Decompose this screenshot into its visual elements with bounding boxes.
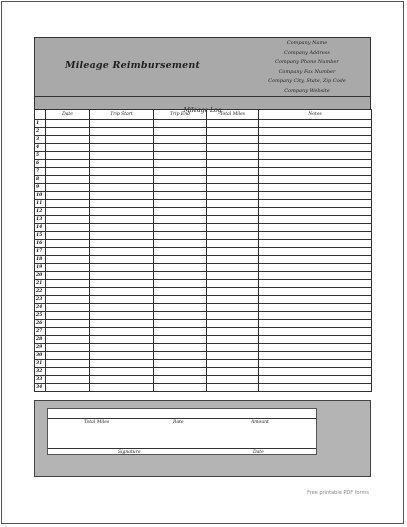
trip-start-cell[interactable] xyxy=(90,192,154,200)
table-row xyxy=(35,312,372,320)
total-miles-cell[interactable] xyxy=(207,152,259,160)
trip-end-cell[interactable] xyxy=(154,176,207,184)
table-row xyxy=(35,376,372,384)
date-cell[interactable] xyxy=(46,368,90,376)
date-cell[interactable] xyxy=(46,120,90,128)
row-number: 19 xyxy=(35,264,46,272)
date-cell[interactable] xyxy=(46,216,90,224)
date-cell[interactable] xyxy=(46,344,90,352)
table-row xyxy=(35,320,372,328)
trip-start-cell[interactable] xyxy=(90,256,154,264)
total-miles-cell[interactable] xyxy=(207,128,259,136)
trip-start-cell[interactable] xyxy=(90,384,154,392)
trip-end-cell[interactable] xyxy=(154,280,207,288)
total-miles-cell[interactable] xyxy=(207,360,259,368)
trip-end-cell[interactable] xyxy=(154,312,207,320)
company-phone: Company Phone Number xyxy=(275,59,339,66)
notes-cell[interactable] xyxy=(259,176,372,184)
mileage-log-table xyxy=(34,109,372,392)
table-row xyxy=(35,208,372,216)
total-miles-cell[interactable] xyxy=(207,328,259,336)
table-row xyxy=(35,128,372,136)
row-number: 13 xyxy=(35,216,46,224)
notes-cell[interactable] xyxy=(259,232,372,240)
trip-end-cell[interactable] xyxy=(154,152,207,160)
trip-start-cell[interactable] xyxy=(90,296,154,304)
footer-note: Free printable PDF forms xyxy=(307,490,369,496)
table-row xyxy=(35,152,372,160)
date-cell[interactable] xyxy=(46,184,90,192)
table-row xyxy=(35,224,372,232)
table-row xyxy=(35,240,372,248)
trip-end-cell[interactable] xyxy=(154,224,207,232)
date-cell[interactable] xyxy=(46,144,90,152)
trip-end-cell[interactable] xyxy=(154,160,207,168)
total-miles-cell[interactable] xyxy=(207,232,259,240)
date-cell[interactable] xyxy=(46,320,90,328)
total-miles-cell[interactable] xyxy=(207,168,259,176)
notes-cell[interactable] xyxy=(259,384,372,392)
row-number: 17 xyxy=(35,248,46,256)
trip-start-cell[interactable] xyxy=(90,320,154,328)
total-miles-cell[interactable] xyxy=(207,344,259,352)
row-number: 32 xyxy=(35,368,46,376)
table-row xyxy=(35,360,372,368)
row-number: 4 xyxy=(35,144,46,152)
column-header-trip-end: Trip End xyxy=(154,110,207,120)
notes-cell[interactable] xyxy=(259,280,372,288)
total-line xyxy=(48,418,316,419)
trip-end-cell[interactable] xyxy=(154,344,207,352)
trip-end-cell[interactable] xyxy=(154,192,207,200)
table-row xyxy=(35,280,372,288)
row-number: 8 xyxy=(35,176,46,184)
trip-start-cell[interactable] xyxy=(90,288,154,296)
row-number: 25 xyxy=(35,312,46,320)
form-header xyxy=(34,37,371,97)
table-row xyxy=(35,296,372,304)
total-miles-cell[interactable] xyxy=(207,160,259,168)
notes-cell[interactable] xyxy=(259,216,372,224)
trip-end-cell[interactable] xyxy=(154,336,207,344)
notes-cell[interactable] xyxy=(259,320,372,328)
total-miles-cell[interactable] xyxy=(207,224,259,232)
notes-cell[interactable] xyxy=(259,368,372,376)
date-cell[interactable] xyxy=(46,280,90,288)
date-cell[interactable] xyxy=(46,208,90,216)
table-row xyxy=(35,288,372,296)
trip-start-cell[interactable] xyxy=(90,160,154,168)
row-number: 6 xyxy=(35,160,46,168)
date-cell[interactable] xyxy=(46,304,90,312)
notes-cell[interactable] xyxy=(259,200,372,208)
date-cell[interactable] xyxy=(46,152,90,160)
total-miles-cell[interactable] xyxy=(207,280,259,288)
notes-cell[interactable] xyxy=(259,240,372,248)
trip-end-cell[interactable] xyxy=(154,120,207,128)
date-cell[interactable] xyxy=(46,128,90,136)
row-number-header xyxy=(35,110,46,120)
trip-end-cell[interactable] xyxy=(154,256,207,264)
notes-cell[interactable] xyxy=(259,360,372,368)
total-miles-cell[interactable] xyxy=(207,136,259,144)
notes-cell[interactable] xyxy=(259,248,372,256)
table-row xyxy=(35,144,372,152)
table-row xyxy=(35,248,372,256)
trip-start-cell[interactable] xyxy=(90,208,154,216)
row-number: 23 xyxy=(35,296,46,304)
trip-start-cell[interactable] xyxy=(90,168,154,176)
trip-end-cell[interactable] xyxy=(154,288,207,296)
table-row xyxy=(35,168,372,176)
signature-box xyxy=(47,408,317,455)
row-number: 22 xyxy=(35,288,46,296)
notes-cell[interactable] xyxy=(259,208,372,216)
notes-cell[interactable] xyxy=(259,136,372,144)
trip-start-cell[interactable] xyxy=(90,304,154,312)
row-number: 30 xyxy=(35,352,46,360)
total-miles-cell[interactable] xyxy=(207,208,259,216)
notes-cell[interactable] xyxy=(259,288,372,296)
trip-start-cell[interactable] xyxy=(90,144,154,152)
total-miles-cell[interactable] xyxy=(207,368,259,376)
total-miles-cell[interactable] xyxy=(207,320,259,328)
table-row xyxy=(35,192,372,200)
trip-end-cell[interactable] xyxy=(154,368,207,376)
row-number: 1 xyxy=(35,120,46,128)
total-miles-cell[interactable] xyxy=(207,312,259,320)
company-name: Company Name xyxy=(286,40,328,46)
date-cell[interactable] xyxy=(46,352,90,360)
row-number: 3 xyxy=(35,136,46,144)
notes-cell[interactable] xyxy=(259,152,372,160)
trip-end-cell[interactable] xyxy=(154,208,207,216)
notes-cell[interactable] xyxy=(259,120,372,128)
trip-start-cell[interactable] xyxy=(90,336,154,344)
table-header-row xyxy=(35,110,372,120)
row-number: 34 xyxy=(35,384,46,392)
trip-start-cell[interactable] xyxy=(90,240,154,248)
date-cell[interactable] xyxy=(46,264,90,272)
date-cell[interactable] xyxy=(46,272,90,280)
date-cell[interactable] xyxy=(46,336,90,344)
row-number: 26 xyxy=(35,320,46,328)
trip-start-cell[interactable] xyxy=(90,360,154,368)
trip-start-cell[interactable] xyxy=(90,248,154,256)
trip-end-cell[interactable] xyxy=(154,328,207,336)
summary-section xyxy=(34,400,371,477)
column-header-notes: Notes xyxy=(259,110,372,120)
notes-cell[interactable] xyxy=(259,168,372,176)
form-title: Mileage Reimbursement xyxy=(65,60,201,71)
total-miles-cell[interactable] xyxy=(207,304,259,312)
trip-start-cell[interactable] xyxy=(90,232,154,240)
row-number: 27 xyxy=(35,328,46,336)
trip-end-cell[interactable] xyxy=(154,232,207,240)
date-cell[interactable] xyxy=(46,360,90,368)
company-info xyxy=(252,39,362,97)
total-miles-cell[interactable] xyxy=(207,272,259,280)
trip-start-cell[interactable] xyxy=(90,152,154,160)
trip-end-cell[interactable] xyxy=(154,352,207,360)
notes-cell[interactable] xyxy=(259,336,372,344)
date-cell[interactable] xyxy=(46,192,90,200)
total-miles-cell[interactable] xyxy=(207,192,259,200)
trip-end-cell[interactable] xyxy=(154,376,207,384)
total-miles-cell[interactable] xyxy=(207,264,259,272)
row-number: 7 xyxy=(35,168,46,176)
row-number: 31 xyxy=(35,360,46,368)
table-row xyxy=(35,200,372,208)
table-row xyxy=(35,136,372,144)
table-body xyxy=(35,120,372,392)
total-miles-cell[interactable] xyxy=(207,176,259,184)
total-miles-cell[interactable] xyxy=(207,144,259,152)
total-miles-cell[interactable] xyxy=(207,240,259,248)
total-miles-cell[interactable] xyxy=(207,384,259,392)
trip-end-cell[interactable] xyxy=(154,216,207,224)
table-row xyxy=(35,272,372,280)
row-number: 20 xyxy=(35,272,46,280)
trip-end-cell[interactable] xyxy=(154,248,207,256)
table-row xyxy=(35,184,372,192)
row-number: 33 xyxy=(35,376,46,384)
table-row xyxy=(35,304,372,312)
table-row xyxy=(35,216,372,224)
row-number: 29 xyxy=(35,344,46,352)
notes-cell[interactable] xyxy=(259,256,372,264)
notes-cell[interactable] xyxy=(259,296,372,304)
row-number: 2 xyxy=(35,128,46,136)
row-number: 12 xyxy=(35,208,46,216)
row-number: 21 xyxy=(35,280,46,288)
row-number: 24 xyxy=(35,304,46,312)
trip-end-cell[interactable] xyxy=(154,144,207,152)
row-number: 11 xyxy=(35,200,46,208)
date-cell[interactable] xyxy=(46,160,90,168)
row-number: 10 xyxy=(35,192,46,200)
trip-end-cell[interactable] xyxy=(154,320,207,328)
column-header-total-miles: Total Miles xyxy=(207,110,259,120)
table-row xyxy=(35,256,372,264)
date-label: Date xyxy=(253,450,264,455)
amount-label: Amount xyxy=(251,420,269,425)
trip-start-cell[interactable] xyxy=(90,224,154,232)
date-cell[interactable] xyxy=(46,256,90,264)
row-number: 5 xyxy=(35,152,46,160)
notes-cell[interactable] xyxy=(259,144,372,152)
total-miles-cell[interactable] xyxy=(207,248,259,256)
trip-end-cell[interactable] xyxy=(154,168,207,176)
date-cell[interactable] xyxy=(46,200,90,208)
date-cell[interactable] xyxy=(46,384,90,392)
table-row xyxy=(35,160,372,168)
total-miles-cell[interactable] xyxy=(207,288,259,296)
trip-start-cell[interactable] xyxy=(90,280,154,288)
trip-end-cell[interactable] xyxy=(154,240,207,248)
trip-start-cell[interactable] xyxy=(90,128,154,136)
trip-end-cell[interactable] xyxy=(154,272,207,280)
trip-end-cell[interactable] xyxy=(154,128,207,136)
total-miles-cell[interactable] xyxy=(207,256,259,264)
table-row xyxy=(35,328,372,336)
notes-cell[interactable] xyxy=(259,160,372,168)
notes-cell[interactable] xyxy=(259,272,372,280)
trip-start-cell[interactable] xyxy=(90,344,154,352)
row-number: 14 xyxy=(35,224,46,232)
company-website: Company Website xyxy=(284,87,330,94)
trip-end-cell[interactable] xyxy=(154,184,207,192)
table-row xyxy=(35,120,372,128)
date-cell[interactable] xyxy=(46,296,90,304)
signature-label: Signature xyxy=(118,450,141,455)
row-number: 15 xyxy=(35,232,46,240)
total-miles-cell[interactable] xyxy=(207,184,259,192)
date-cell[interactable] xyxy=(46,232,90,240)
total-miles-cell[interactable] xyxy=(207,120,259,128)
trip-end-cell[interactable] xyxy=(154,296,207,304)
date-cell[interactable] xyxy=(46,240,90,248)
notes-cell[interactable] xyxy=(259,312,372,320)
rate-label: Rate xyxy=(173,420,184,425)
table-row xyxy=(35,232,372,240)
total-miles-cell[interactable] xyxy=(207,376,259,384)
date-cell[interactable] xyxy=(46,224,90,232)
company-fax: Company Fax Number xyxy=(278,68,336,75)
table-row xyxy=(35,384,372,392)
trip-end-cell[interactable] xyxy=(154,360,207,368)
date-cell[interactable] xyxy=(46,176,90,184)
date-cell[interactable] xyxy=(46,328,90,336)
row-number: 9 xyxy=(35,184,46,192)
trip-start-cell[interactable] xyxy=(90,264,154,272)
trip-start-cell[interactable] xyxy=(90,328,154,336)
trip-start-cell[interactable] xyxy=(90,368,154,376)
row-number: 18 xyxy=(35,256,46,264)
trip-start-cell[interactable] xyxy=(90,176,154,184)
total-miles-cell[interactable] xyxy=(207,200,259,208)
column-header-trip-start: Trip Start xyxy=(90,110,154,120)
table-row xyxy=(35,368,372,376)
table-row xyxy=(35,336,372,344)
total-miles-cell[interactable] xyxy=(207,216,259,224)
notes-cell[interactable] xyxy=(259,128,372,136)
date-cell[interactable] xyxy=(46,136,90,144)
notes-cell[interactable] xyxy=(259,304,372,312)
notes-cell[interactable] xyxy=(259,184,372,192)
company-city-state-zip: Company City, State, Zip Code xyxy=(268,78,346,85)
total-miles-label: Total Miles xyxy=(84,420,110,425)
date-cell[interactable] xyxy=(46,376,90,384)
signature-line xyxy=(48,448,316,449)
trip-end-cell[interactable] xyxy=(154,200,207,208)
notes-cell[interactable] xyxy=(259,344,372,352)
trip-start-cell[interactable] xyxy=(90,352,154,360)
log-title: Mileage Log xyxy=(183,107,222,114)
trip-start-cell[interactable] xyxy=(90,136,154,144)
table-row xyxy=(35,344,372,352)
notes-cell[interactable] xyxy=(259,224,372,232)
trip-start-cell[interactable] xyxy=(90,200,154,208)
total-miles-cell[interactable] xyxy=(207,336,259,344)
trip-start-cell[interactable] xyxy=(90,312,154,320)
trip-end-cell[interactable] xyxy=(154,304,207,312)
notes-cell[interactable] xyxy=(259,328,372,336)
table-row xyxy=(35,176,372,184)
total-miles-cell[interactable] xyxy=(207,352,259,360)
table-row xyxy=(35,264,372,272)
date-cell[interactable] xyxy=(46,168,90,176)
trip-end-cell[interactable] xyxy=(154,136,207,144)
date-cell[interactable] xyxy=(46,312,90,320)
trip-start-cell[interactable] xyxy=(90,120,154,128)
notes-cell[interactable] xyxy=(259,192,372,200)
table-row xyxy=(35,352,372,360)
trip-end-cell[interactable] xyxy=(154,264,207,272)
trip-start-cell[interactable] xyxy=(90,376,154,384)
trip-start-cell[interactable] xyxy=(90,184,154,192)
notes-cell[interactable] xyxy=(259,376,372,384)
trip-start-cell[interactable] xyxy=(90,272,154,280)
notes-cell[interactable] xyxy=(259,264,372,272)
total-miles-cell[interactable] xyxy=(207,296,259,304)
row-number: 28 xyxy=(35,336,46,344)
company-address: Company Address xyxy=(284,49,330,56)
trip-end-cell[interactable] xyxy=(154,384,207,392)
notes-cell[interactable] xyxy=(259,352,372,360)
trip-start-cell[interactable] xyxy=(90,216,154,224)
row-number: 16 xyxy=(35,240,46,248)
date-cell[interactable] xyxy=(46,288,90,296)
column-header-date: Date xyxy=(46,110,90,120)
date-cell[interactable] xyxy=(46,248,90,256)
